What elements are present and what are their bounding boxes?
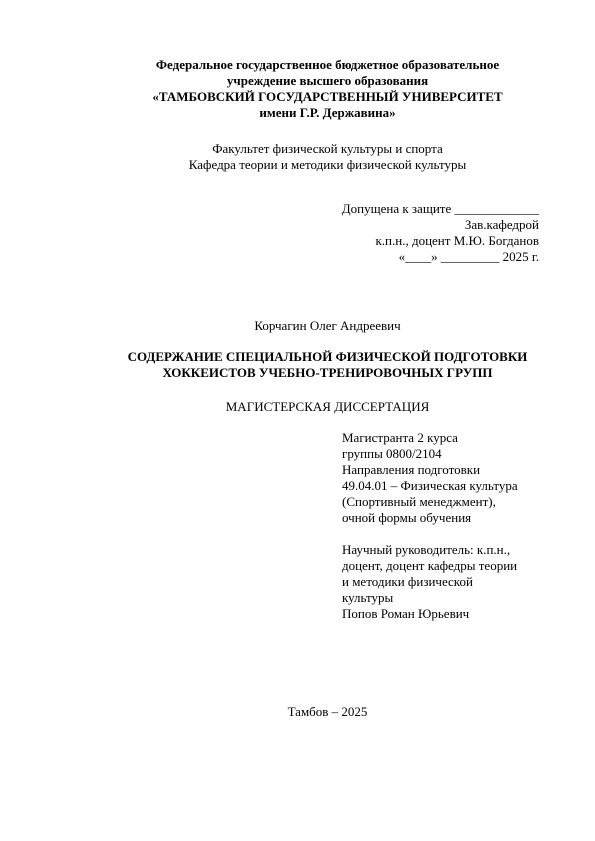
approval-head-name: к.п.н., доцент М.Ю. Богданов	[375, 233, 539, 248]
document-type-text: МАГИСТЕРСКАЯ ДИССЕРТАЦИЯ	[225, 399, 430, 414]
student-group: группы 0800/2104	[342, 446, 442, 461]
student-direction-code: 49.04.01 – Физическая культура	[342, 478, 518, 493]
author-name-text: Корчагин Олег Андреевич	[254, 318, 401, 333]
supervisor-line-4: культуры	[342, 590, 394, 605]
student-course: Магистранта 2 курса	[342, 430, 458, 445]
university-line-3: «ТАМБОВСКИЙ ГОСУДАРСТВЕННЫЙ УНИВЕРСИТЕТ	[152, 89, 503, 104]
university-line-1: Федеральное государственное бюджетное образовательное	[155, 57, 500, 72]
university-line-4: имени Г.Р. Державина»	[259, 105, 396, 120]
student-study-form: очной формы обучения	[342, 510, 472, 525]
faculty-block	[0, 141, 595, 173]
thesis-title	[0, 349, 595, 381]
student-profile: (Спортивный менеджмент),	[342, 494, 496, 509]
author-name	[0, 318, 595, 334]
supervisor-line-2: доцент, доцент кафедры теории	[342, 558, 518, 573]
supervisor-line-3: и методики физической	[342, 574, 473, 589]
student-info	[342, 430, 552, 526]
document-type	[0, 399, 595, 415]
university-line-2: учреждение высшего образования	[226, 73, 429, 88]
approval-block	[342, 201, 539, 265]
supervisor-name: Попов Роман Юрьевич	[342, 606, 470, 621]
department-name: Кафедра теории и методики физической культуры	[188, 157, 467, 172]
supervisor-info	[342, 542, 552, 622]
approval-head-title: Зав.кафедрой	[464, 217, 539, 232]
city-year-text: Тамбов – 2025	[287, 704, 368, 719]
student-direction-label: Направления подготовки	[342, 462, 481, 477]
approval-date: «____» _________ 2025 г.	[398, 249, 539, 264]
thesis-title-line-2: ХОККЕИСТОВ УЧЕБНО-ТРЕНИРОВОЧНЫХ ГРУПП	[162, 365, 493, 380]
thesis-title-line-1: СОДЕРЖАНИЕ СПЕЦИАЛЬНОЙ ФИЗИЧЕСКОЙ ПОДГОТОВКИ	[127, 349, 528, 364]
supervisor-line-1: Научный руководитель: к.п.н.,	[342, 542, 511, 557]
approval-admitted: Допущена к защите _____________	[341, 201, 539, 216]
faculty-name: Факультет физической культуры и спорта	[212, 141, 443, 156]
city-year	[0, 704, 595, 720]
university-header	[0, 57, 595, 121]
